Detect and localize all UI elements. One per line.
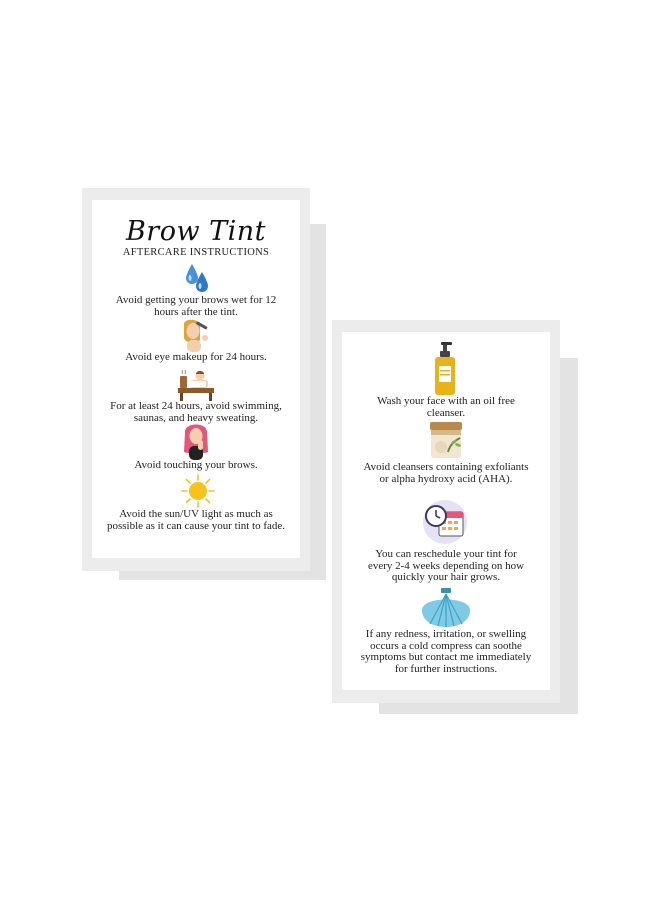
cleanser-jar-icon xyxy=(428,420,464,460)
sun-icon xyxy=(181,474,215,508)
card1-subtitle: AFTERCARE INSTRUCTIONS xyxy=(122,247,270,258)
woman-makeup-icon xyxy=(178,318,212,352)
card1 xyxy=(92,200,300,558)
card1-item-5-text: Avoid the sun/UV light as much as possible as it can cause your tint to fade. xyxy=(106,508,286,532)
card2 xyxy=(342,332,550,690)
water-drops-icon xyxy=(184,260,210,294)
woman-touching-face-icon xyxy=(180,422,212,460)
card2-item-2-text: Avoid cleansers containing exfoliants or alpha hydroxy acid (AHA). xyxy=(363,461,529,485)
calendar-clock-icon xyxy=(420,498,468,546)
card2-item-4-text: If any redness, irritation, or swelling occurs a cold compress can soothe symptoms but contact me immediately for further instructions. xyxy=(360,628,532,675)
card1-item-3-text: For at least 24 hours, avoid swimming, saunas, and heavy sweating. xyxy=(110,400,282,424)
card2-item-1-text: Wash your face with an oil free cleanser. xyxy=(377,395,515,419)
card1-item-2-text: Avoid eye makeup for 24 hours. xyxy=(125,351,267,363)
sauna-icon xyxy=(176,368,216,402)
card2-item-3-text: You can reschedule your tint for every 2-4 weeks depending on how quickly your hair grows. xyxy=(367,548,525,583)
card1-item-1-text: Avoid getting your brows wet for 12 hours after the tint. xyxy=(115,294,277,318)
card1-title: Brow Tint xyxy=(125,216,267,247)
card1-item-4-text: Avoid touching your brows. xyxy=(134,459,258,471)
soap-bottle-icon xyxy=(432,340,458,396)
ice-pack-icon xyxy=(416,588,476,628)
